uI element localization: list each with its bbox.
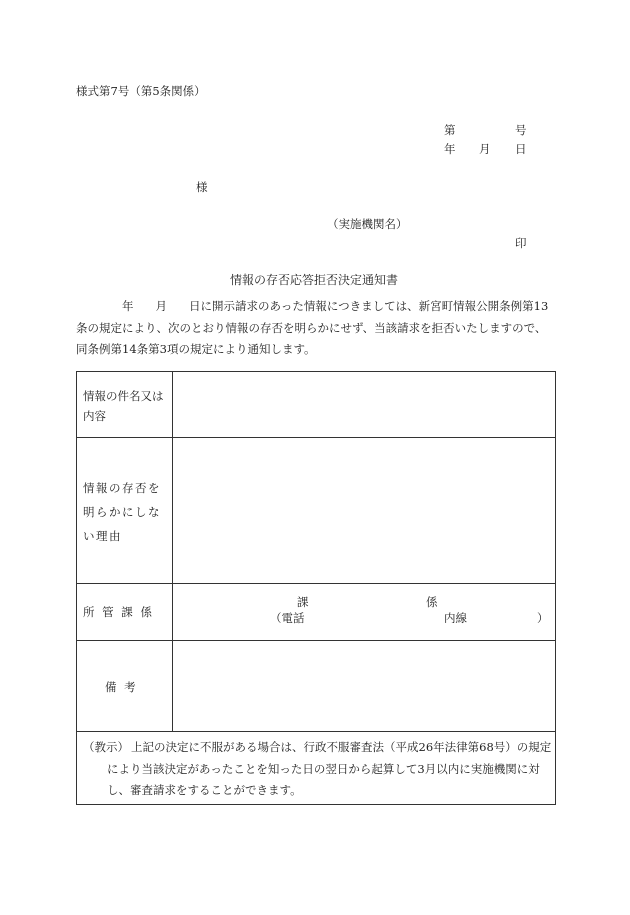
department-extension: 内線 <box>444 611 467 625</box>
date-day: 日 <box>515 142 527 156</box>
form-id: 様式第7号（第5条関係） <box>76 84 206 98</box>
agency-name: （実施機関名） <box>327 217 408 231</box>
row-divider <box>77 437 555 438</box>
remarks-label: 備 考 <box>105 680 138 694</box>
date-year: 年 <box>444 142 456 156</box>
reason-label: 情報の存否を明らかにしない理由 <box>83 481 161 543</box>
body-date-year: 年 <box>122 299 134 313</box>
doc-number-dai: 第 <box>444 123 456 137</box>
department-ka: 課 <box>297 595 309 609</box>
department-label: 所 管 課 係 <box>83 605 154 619</box>
body-paragraph <box>76 296 556 361</box>
notice-label: （教示） <box>83 740 129 754</box>
addressee-sama: 様 <box>196 180 208 194</box>
date-month: 月 <box>479 142 491 156</box>
row-divider <box>77 640 555 641</box>
item-name-label: 情報の件名又は内容 <box>83 389 164 423</box>
body-date-month: 月 <box>155 299 167 313</box>
decision-table <box>76 371 556 805</box>
department-close-paren: ） <box>537 611 549 625</box>
notice-text: 上記の決定に不服がある場合は、行政不服審査法（平成26年法律第68号）の規定により当該決定があったことを知った日の翌日から起算して3月以内に実施機関に対し、審査請求をすることができます。 <box>107 740 552 797</box>
document-title: 情報の存否応答拒否決定通知書 <box>230 273 399 287</box>
department-phone: （電話 <box>270 611 305 625</box>
row-divider <box>77 731 555 732</box>
seal-mark: 印 <box>515 236 527 250</box>
department-kakari: 係 <box>426 595 438 609</box>
body-text: 日に開示請求のあった情報につきましては、新宮町情報公開条例第13条の規定により、次のとおり情報の存否を明らかにせず、当該請求を拒否いたしますので、同条例第14条第3項の規定により通知します。 <box>76 299 549 356</box>
column-divider <box>172 372 173 731</box>
row-divider <box>77 583 555 584</box>
doc-number-go: 号 <box>515 123 527 137</box>
